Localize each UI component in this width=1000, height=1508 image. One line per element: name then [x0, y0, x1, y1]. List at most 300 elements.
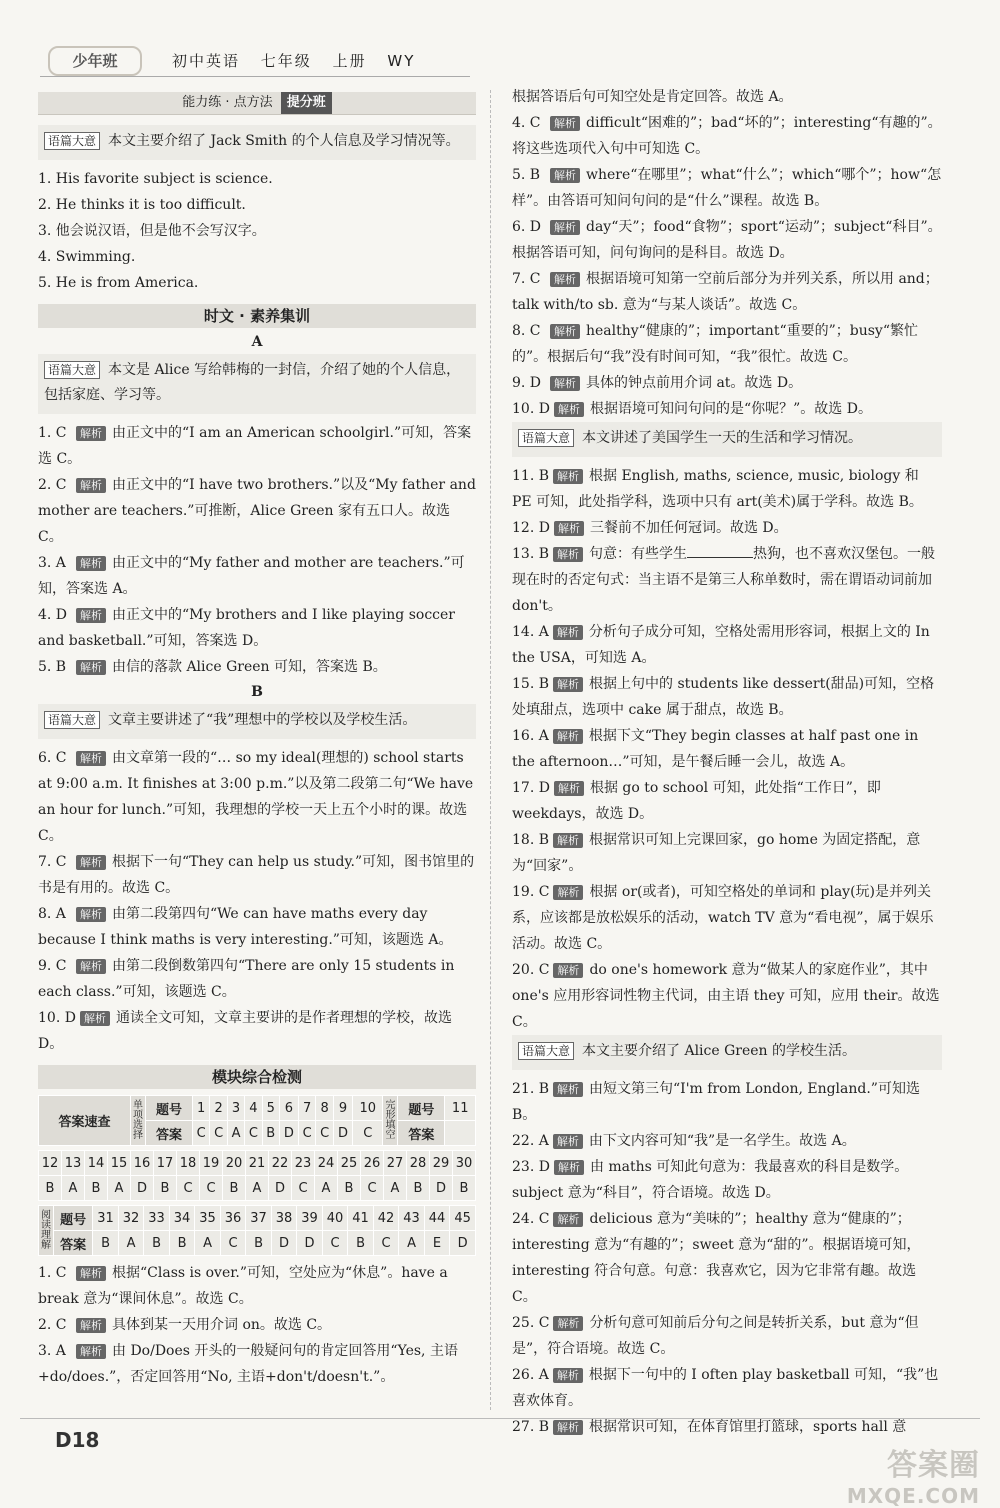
answer-text: where“在哪里”；what“什么”；which“哪个”；how“怎样”。由答语可知问句问的是“什么”课程。故选 B。	[512, 167, 942, 209]
table-cell: B	[246, 1231, 272, 1256]
answer-list-a	[38, 420, 476, 680]
table-cell: 19	[200, 1151, 223, 1176]
answer-item	[512, 214, 942, 266]
answer-item	[38, 654, 476, 680]
answer-item	[512, 541, 942, 619]
answer-text: 通读全文可知，文章主要讲的是作者理想的学校，故选 D。	[38, 1010, 452, 1052]
answer-list-1	[38, 166, 476, 296]
watermark-url: MXQE.COM	[846, 1484, 980, 1508]
answer-text: do one's homework 意为“做某人的家庭作业”，其中 one's 应用形容词性物主代词，由主语 they 可知，应用 their。故选 C。	[512, 962, 940, 1030]
jiexi-badge: 解析	[76, 1344, 106, 1359]
gist-text: 本文主要介绍了 Alice Green 的学校生活。	[582, 1043, 857, 1059]
gist-box	[38, 704, 476, 739]
table-cell: 40	[322, 1206, 348, 1231]
answer-num: 11. B	[512, 468, 550, 484]
table-cell: A	[246, 1176, 269, 1201]
table-cell	[445, 1121, 476, 1146]
table-cell: 38	[271, 1206, 297, 1231]
answer-item	[38, 602, 476, 654]
jiexi-badge: 解析	[553, 885, 583, 900]
answer-text: 由正文中的“I am an American schoolgirl.”可知，答案选 C。	[38, 425, 472, 467]
fill-blank	[687, 543, 753, 558]
table-cell: C	[322, 1231, 348, 1256]
jiexi-badge: 解析	[553, 1082, 583, 1097]
table-cell: 41	[348, 1206, 374, 1231]
table-cell: D	[269, 1176, 292, 1201]
tihao-label: 题号	[398, 1096, 445, 1121]
watermark-logo: 答案圈	[887, 1448, 980, 1483]
jiexi-badge: 解析	[553, 729, 583, 744]
gist-badge: 语篇大意	[44, 361, 100, 379]
answer-text: 由正文中的“My brothers and I like playing soccer and basketball.”可知，答案选 D。	[38, 607, 455, 649]
table-cell: 12	[39, 1151, 62, 1176]
answer-text: 由 Do/Does 开头的一般疑问句的肯定回答用“Yes, 主语+do/does.”，否定回答用“No, 主语+don't/doesn't.”。	[38, 1343, 458, 1385]
table-cell: C	[361, 1176, 384, 1201]
table-cell: 25	[338, 1151, 361, 1176]
answer-num: 10. D	[38, 1010, 76, 1026]
table-cell: 20	[223, 1151, 246, 1176]
answer-item	[512, 827, 942, 879]
answer-num: 1. C	[38, 425, 67, 441]
section-title: 时文 · 素养集训	[38, 304, 476, 328]
table-cell: A	[399, 1231, 425, 1256]
answer-text: 根据下一句中的 I often play basketball 可知，“我”也喜欢体育。	[512, 1367, 939, 1409]
header-rule	[40, 76, 470, 77]
answer-item	[512, 1206, 942, 1310]
subject: 初中英语	[172, 52, 241, 70]
table-cell: A	[195, 1231, 221, 1256]
jiexi-badge: 解析	[76, 426, 106, 441]
table-cell: 30	[453, 1151, 476, 1176]
table-cell: B	[93, 1231, 119, 1256]
single-label: 单项选择	[131, 1096, 146, 1146]
table-cell: B	[85, 1176, 108, 1201]
answer-text: 根据上句中的 students like dessert(甜品)可知，空格处填甜点，选项中 cake 属于甜点，故选 B。	[512, 676, 935, 718]
answer-num: 4. C	[512, 115, 541, 131]
jiexi-badge: 解析	[553, 1316, 583, 1331]
answer-list-c	[38, 1260, 476, 1390]
table-cell: C	[316, 1121, 333, 1146]
answer-text: 三餐前不加任何冠词。故选 D。	[589, 520, 788, 536]
answer-item	[512, 266, 942, 318]
table-cell: 28	[407, 1151, 430, 1176]
answer-num: 19. C	[512, 884, 550, 900]
answer-table	[38, 1095, 476, 1146]
jiexi-badge: 解析	[76, 1266, 106, 1281]
tihao-label: 题号	[54, 1206, 93, 1231]
table-cell: 21	[246, 1151, 269, 1176]
jiexi-badge: 解析	[554, 781, 584, 796]
list-item: 3. 他会说汉语，但是他不会写汉字。	[38, 223, 266, 239]
answer-num: 27. B	[512, 1419, 550, 1435]
jiexi-badge: 解析	[550, 324, 580, 339]
table-cell: 11	[445, 1096, 476, 1121]
answer-text: healthy“健康的”；important“重要的”；busy“繁忙的”。根据后句“我”没有时间可知，“我”很忙。故选 C。	[512, 323, 918, 365]
jiexi-badge: 解析	[553, 547, 583, 562]
answer-text: 由正文中的“My father and mother are teachers.”可知，答案选 A。	[38, 555, 465, 597]
jiexi-badge: 解析	[553, 1420, 583, 1435]
answer-text: 由第二段倒数第四句“There are only 15 students in each class.”可知，该题选 C。	[38, 958, 455, 1000]
jiexi-badge: 解析	[76, 660, 106, 675]
jiexi-badge: 解析	[553, 1134, 583, 1149]
table-cell: C	[292, 1176, 315, 1201]
table-cell: A	[62, 1176, 85, 1201]
list-item: 4. Swimming.	[38, 249, 136, 265]
answer-text: 由文章第一段的“… so my ideal(理想的) school starts at 9:00 a.m. It finishes at 3:00 p.m.”以及第二段第二句“We have an hour for lunch.”可知，我理想的学校一天上五个小时的课。故选 C。	[38, 750, 474, 844]
jiexi-badge: 解析	[553, 677, 583, 692]
answer-num: 1. C	[38, 1265, 67, 1281]
answer-num: 21. B	[512, 1081, 550, 1097]
answer-item	[38, 901, 476, 953]
page-header	[40, 40, 500, 80]
answer-item	[38, 1005, 476, 1057]
gist-badge: 语篇大意	[518, 1042, 574, 1060]
gist-box	[512, 1035, 942, 1070]
answer-num: 15. B	[512, 676, 550, 692]
daan-label: 答案	[54, 1231, 93, 1256]
answer-num: 6. C	[38, 750, 67, 766]
table-cell: B	[169, 1231, 195, 1256]
table-cell: 29	[430, 1151, 453, 1176]
footer-rule	[20, 1418, 980, 1419]
list-item: 2. He thinks it is too difficult.	[38, 197, 246, 213]
table-cell: 32	[118, 1206, 144, 1231]
continued-text: 根据答语后句可知空处是肯定回答。故选 A。	[512, 89, 793, 105]
table-cell: 24	[315, 1151, 338, 1176]
jiexi-badge: 解析	[76, 855, 106, 870]
banner-text: 能力练 · 点方法	[182, 95, 273, 110]
answer-num: 9. D	[512, 375, 542, 391]
answer-item	[38, 849, 476, 901]
page-number: D18	[55, 1428, 100, 1452]
answer-text: 根据常识可知上完课回家，go home 为固定搭配，意为“回家”。	[512, 832, 921, 874]
answer-num: 23. D	[512, 1159, 550, 1175]
answer-item	[38, 1338, 476, 1390]
answer-num: 4. D	[38, 607, 68, 623]
jiexi-badge: 解析	[76, 751, 106, 766]
tihao-label: 题号	[146, 1096, 193, 1121]
table-cell: B	[262, 1121, 279, 1146]
table-row	[39, 1151, 476, 1176]
table-cell: 33	[144, 1206, 170, 1231]
answer-item	[512, 463, 942, 515]
answer-num: 12. D	[512, 520, 550, 536]
table-row	[39, 1231, 476, 1256]
table-row	[39, 1206, 476, 1231]
answer-item	[512, 1310, 942, 1362]
answer-num: 22. A	[512, 1133, 549, 1149]
answer-num: 10. D	[512, 401, 550, 417]
table-cell: 9	[333, 1096, 352, 1121]
jiexi-badge: 解析	[76, 907, 106, 922]
jiexi-badge: 解析	[550, 168, 580, 183]
grade: 七年级	[260, 52, 312, 70]
table-cell: 5	[262, 1096, 279, 1121]
table-cell: C	[200, 1176, 223, 1201]
jiexi-badge: 解析	[553, 1212, 583, 1227]
jiexi-badge: 解析	[553, 625, 583, 640]
answer-num: 7. C	[512, 271, 541, 287]
answer-text: 根据下文“They begin classes at half past one in the afternoon…”可知，是午餐后睡一会儿，故选 A。	[512, 728, 919, 770]
answer-num: 9. C	[38, 958, 67, 974]
answer-item	[512, 318, 942, 370]
table-cell: 43	[399, 1206, 425, 1231]
table-cell: 39	[297, 1206, 323, 1231]
answer-num: 13. B	[512, 546, 550, 562]
table-cell: 36	[220, 1206, 246, 1231]
answer-table-3	[38, 1205, 476, 1256]
table-cell: D	[131, 1176, 154, 1201]
cloze-label: 完形填空	[383, 1096, 398, 1146]
answer-item	[512, 723, 942, 775]
jiexi-badge: 解析	[554, 521, 584, 536]
table-cell: B	[144, 1231, 170, 1256]
jiexi-badge: 解析	[550, 272, 580, 287]
gist-text: 本文主要介绍了 Jack Smith 的个人信息及学习情况等。	[108, 133, 460, 149]
answer-item	[38, 420, 476, 472]
gist-badge: 语篇大意	[44, 132, 100, 150]
answer-list-e	[512, 463, 942, 1035]
answer-text: 根据语境可知问句问的是“你呢？”。故选 D。	[589, 401, 872, 417]
answer-text: 根据下一句“They can help us study.”可知，图书馆里的书是有用的。故选 C。	[38, 854, 475, 896]
jiexi-badge: 解析	[550, 116, 580, 131]
table-cell: 42	[373, 1206, 399, 1231]
answer-text: 具体到某一天用介词 on。故选 C。	[112, 1317, 332, 1333]
part-letter: A	[251, 334, 263, 350]
answer-text: 热狗，也不喜欢汉堡包。一般现在时的否定句式：当主语不是第三人称单数时，需在谓语动词前加 don't。	[512, 546, 936, 614]
table-cell: C	[353, 1121, 383, 1146]
answer-item	[38, 472, 476, 550]
section-banner	[38, 92, 476, 115]
answer-item	[38, 1312, 476, 1338]
gist-box	[38, 125, 476, 160]
table-cell: 4	[245, 1096, 262, 1121]
jiexi-badge: 解析	[550, 220, 580, 235]
banner-tag: 提分班	[281, 92, 332, 114]
table-cell: C	[373, 1231, 399, 1256]
reading-label: 阅读理解	[39, 1206, 54, 1256]
gist-box	[512, 422, 942, 457]
edition: WY	[387, 52, 416, 70]
gist-text: 文章主要讲述了“我”理想中的学校以及学校生活。	[108, 712, 417, 728]
daan-label: 答案	[146, 1121, 193, 1146]
answer-num: 24. C	[512, 1211, 550, 1227]
answer-num: 14. A	[512, 624, 549, 640]
answer-text: 根据 or(或者)，可知空格处的单词和 play(玩)是并列关系，应该都是放松娱乐的活动，watch TV 意为“看电视”，属于娱乐活动。故选 C。	[512, 884, 934, 952]
table-cell: D	[333, 1121, 352, 1146]
answer-item	[512, 879, 942, 957]
answer-text: 分析句子成分可知，空格处需用形容词，根据上文的 In the USA，可知选 A。	[512, 624, 930, 666]
answer-item	[512, 1362, 942, 1414]
answer-item	[512, 162, 942, 214]
answer-num: 26. A	[512, 1367, 549, 1383]
daan-label: 答案	[398, 1121, 445, 1146]
answer-text: 由正文中的“I have two brothers.”以及“My father and mother are teachers.”可推断，Alice Green 家有五口人。故选 C。	[38, 477, 476, 545]
table-cell: 6	[279, 1096, 298, 1121]
table-cell: 15	[108, 1151, 131, 1176]
table-cell: 1	[192, 1096, 209, 1121]
answer-text: 分析句意可知前后分句之间是转折关系，but 意为“但是”，符合语境。故选 C。	[512, 1315, 919, 1357]
answer-text: 根据语境可知第一空前后部分为并列关系，所以用 and；talk with/to sb. 意为“与某人谈话”。故选 C。	[512, 271, 939, 313]
jiexi-badge: 解析	[76, 959, 106, 974]
answer-num: 17. D	[512, 780, 550, 796]
answer-text: 根据常识可知，在体育馆里打篮球，sports hall 意	[589, 1419, 907, 1435]
answer-item	[512, 1128, 942, 1154]
jiexi-badge: 解析	[553, 1368, 583, 1383]
table-cell: B	[223, 1176, 246, 1201]
answer-item	[512, 396, 942, 422]
left-column	[38, 92, 476, 1390]
answer-text: 由短文第三句“I'm from London, England.”可知选 B。	[512, 1081, 920, 1123]
answer-item	[38, 550, 476, 602]
answer-text: delicious 意为“美味的”；healthy 意为“健康的”；interesting 意为“有趣的”；sweet 意为“甜的”。根据语境可知，interesting 符合句意。句意：我喜欢它，因为它非常有趣。故选 C。	[512, 1211, 921, 1305]
table-cell: A	[315, 1176, 338, 1201]
jiexi-badge: 解析	[76, 556, 106, 571]
quick-label: 答案速查	[39, 1096, 131, 1146]
answer-text: 根据 go to school 可知，此处指“工作日”，即 weekdays，故选 D。	[512, 780, 881, 822]
table-cell: 26	[361, 1151, 384, 1176]
answer-item	[512, 1154, 942, 1206]
answer-num: 5. B	[38, 659, 67, 675]
jiexi-badge: 解析	[76, 478, 106, 493]
answer-list-b	[38, 745, 476, 1057]
answer-num: 25. C	[512, 1315, 550, 1331]
table-cell: 31	[93, 1206, 119, 1231]
table-cell: D	[297, 1231, 323, 1256]
right-column	[512, 84, 942, 1440]
answer-num: 5. B	[512, 167, 541, 183]
gist-box	[38, 354, 476, 414]
list-item: 5. He is from America.	[38, 275, 199, 291]
table-cell: D	[271, 1231, 297, 1256]
answer-num: 3. A	[38, 1343, 66, 1359]
jiexi-badge: 解析	[76, 1318, 106, 1333]
table-cell: B	[154, 1176, 177, 1201]
gist-badge: 语篇大意	[518, 429, 574, 447]
answer-item	[512, 370, 942, 396]
table-cell: 17	[154, 1151, 177, 1176]
table-cell: B	[39, 1176, 62, 1201]
gist-text: 本文讲述了美国学生一天的生活和学习情况。	[582, 430, 863, 446]
table-cell: C	[177, 1176, 200, 1201]
jiexi-badge: 解析	[553, 963, 583, 978]
answer-num: 7. C	[38, 854, 67, 870]
table-cell: 23	[292, 1151, 315, 1176]
answer-item	[512, 619, 942, 671]
table-cell: D	[450, 1231, 476, 1256]
table-cell: C	[220, 1231, 246, 1256]
table-cell: 7	[298, 1096, 315, 1121]
table-cell: 16	[131, 1151, 154, 1176]
answer-item	[38, 745, 476, 849]
answer-item	[38, 1260, 476, 1312]
gist-text: 本文是 Alice 写给韩梅的一封信，介绍了她的个人信息，包括家庭、学习等。	[44, 362, 461, 403]
table-cell: 3	[227, 1096, 244, 1121]
header-meta	[172, 50, 429, 71]
column-divider	[490, 90, 491, 1410]
table-cell: B	[453, 1176, 476, 1201]
table-cell: E	[424, 1231, 450, 1256]
table-cell: 35	[195, 1206, 221, 1231]
table-row	[39, 1096, 476, 1121]
part-letter: B	[251, 684, 263, 700]
answer-text: 由信的落款 Alice Green 可知，答案选 B。	[112, 659, 387, 675]
answer-item	[512, 110, 942, 162]
logo: 少年班	[48, 46, 142, 76]
table-cell: 45	[450, 1206, 476, 1231]
answer-num: 8. A	[38, 906, 66, 922]
table-cell: 27	[384, 1151, 407, 1176]
table-row	[39, 1176, 476, 1201]
answer-text: 由 maths 可知此句意为：我最喜欢的科目是数学。subject 意为“科目”，符合语境。故选 D。	[512, 1159, 909, 1201]
answer-text: 句意：有些学生	[589, 546, 688, 562]
table-cell: B	[338, 1176, 361, 1201]
answer-text: difficult“困难的”；bad“坏的”；interesting“有趣的”。将这些选项代入句中可知选 C。	[512, 115, 942, 157]
answer-text: 由下文内容可知“我”是一名学生。故选 A。	[588, 1133, 856, 1149]
jiexi-badge: 解析	[554, 1160, 584, 1175]
list-item: 1. His favorite subject is science.	[38, 171, 273, 187]
jiexi-badge: 解析	[550, 376, 580, 391]
answer-num: 16. A	[512, 728, 549, 744]
table-cell: D	[279, 1121, 298, 1146]
table-cell: A	[227, 1121, 244, 1146]
table-cell: 8	[316, 1096, 333, 1121]
table-cell: C	[192, 1121, 209, 1146]
answer-num: 2. C	[38, 1317, 67, 1333]
table-cell: A	[108, 1176, 131, 1201]
table-cell: 34	[169, 1206, 195, 1231]
answer-table-2	[38, 1150, 476, 1201]
table-cell: A	[384, 1176, 407, 1201]
answer-list-d	[512, 110, 942, 422]
table-cell: B	[407, 1176, 430, 1201]
section-title: 模块综合检测	[38, 1065, 476, 1089]
answer-item	[512, 1076, 942, 1128]
jiexi-badge: 解析	[554, 402, 584, 417]
table-cell: 37	[246, 1206, 272, 1231]
table-cell: A	[118, 1231, 144, 1256]
answer-item	[512, 957, 942, 1035]
table-cell: 22	[269, 1151, 292, 1176]
answer-text: day“天”；food“食物”；sport“运动”；subject“科目”。根据答语可知，问句询问的是科目。故选 D。	[512, 219, 942, 261]
answer-num: 6. D	[512, 219, 542, 235]
table-cell: C	[210, 1121, 227, 1146]
answer-text: 具体的钟点前用介词 at。故选 D。	[586, 375, 803, 391]
answer-item	[38, 953, 476, 1005]
answer-text: 由第二段第四句“We can have maths every day because I think maths is very interesting.”可知，该题选 A。	[38, 906, 453, 948]
table-cell: 10	[353, 1096, 383, 1121]
table-cell: 44	[424, 1206, 450, 1231]
answer-num: 8. C	[512, 323, 541, 339]
table-cell: 18	[177, 1151, 200, 1176]
answer-num: 18. B	[512, 832, 550, 848]
answer-item	[512, 515, 942, 541]
answer-text: 根据“Class is over.”可知，空处应为“休息”。have a break 意为“课间休息”。故选 C。	[38, 1265, 448, 1307]
jiexi-badge: 解析	[553, 469, 583, 484]
answer-num: 3. A	[38, 555, 66, 571]
answer-list-f	[512, 1076, 942, 1440]
table-cell: C	[298, 1121, 315, 1146]
jiexi-badge: 解析	[80, 1011, 110, 1026]
answer-item	[512, 671, 942, 723]
table-cell: C	[245, 1121, 262, 1146]
jiexi-badge: 解析	[553, 833, 583, 848]
watermark	[847, 1440, 980, 1508]
term: 上册	[332, 52, 367, 70]
gist-badge: 语篇大意	[44, 711, 100, 729]
table-cell: B	[348, 1231, 374, 1256]
answer-text: 根据 English, maths, science, music, biology 和 PE 可知，此处指学科，选项中只有 art(美术)属于学科。故选 B。	[512, 468, 923, 510]
